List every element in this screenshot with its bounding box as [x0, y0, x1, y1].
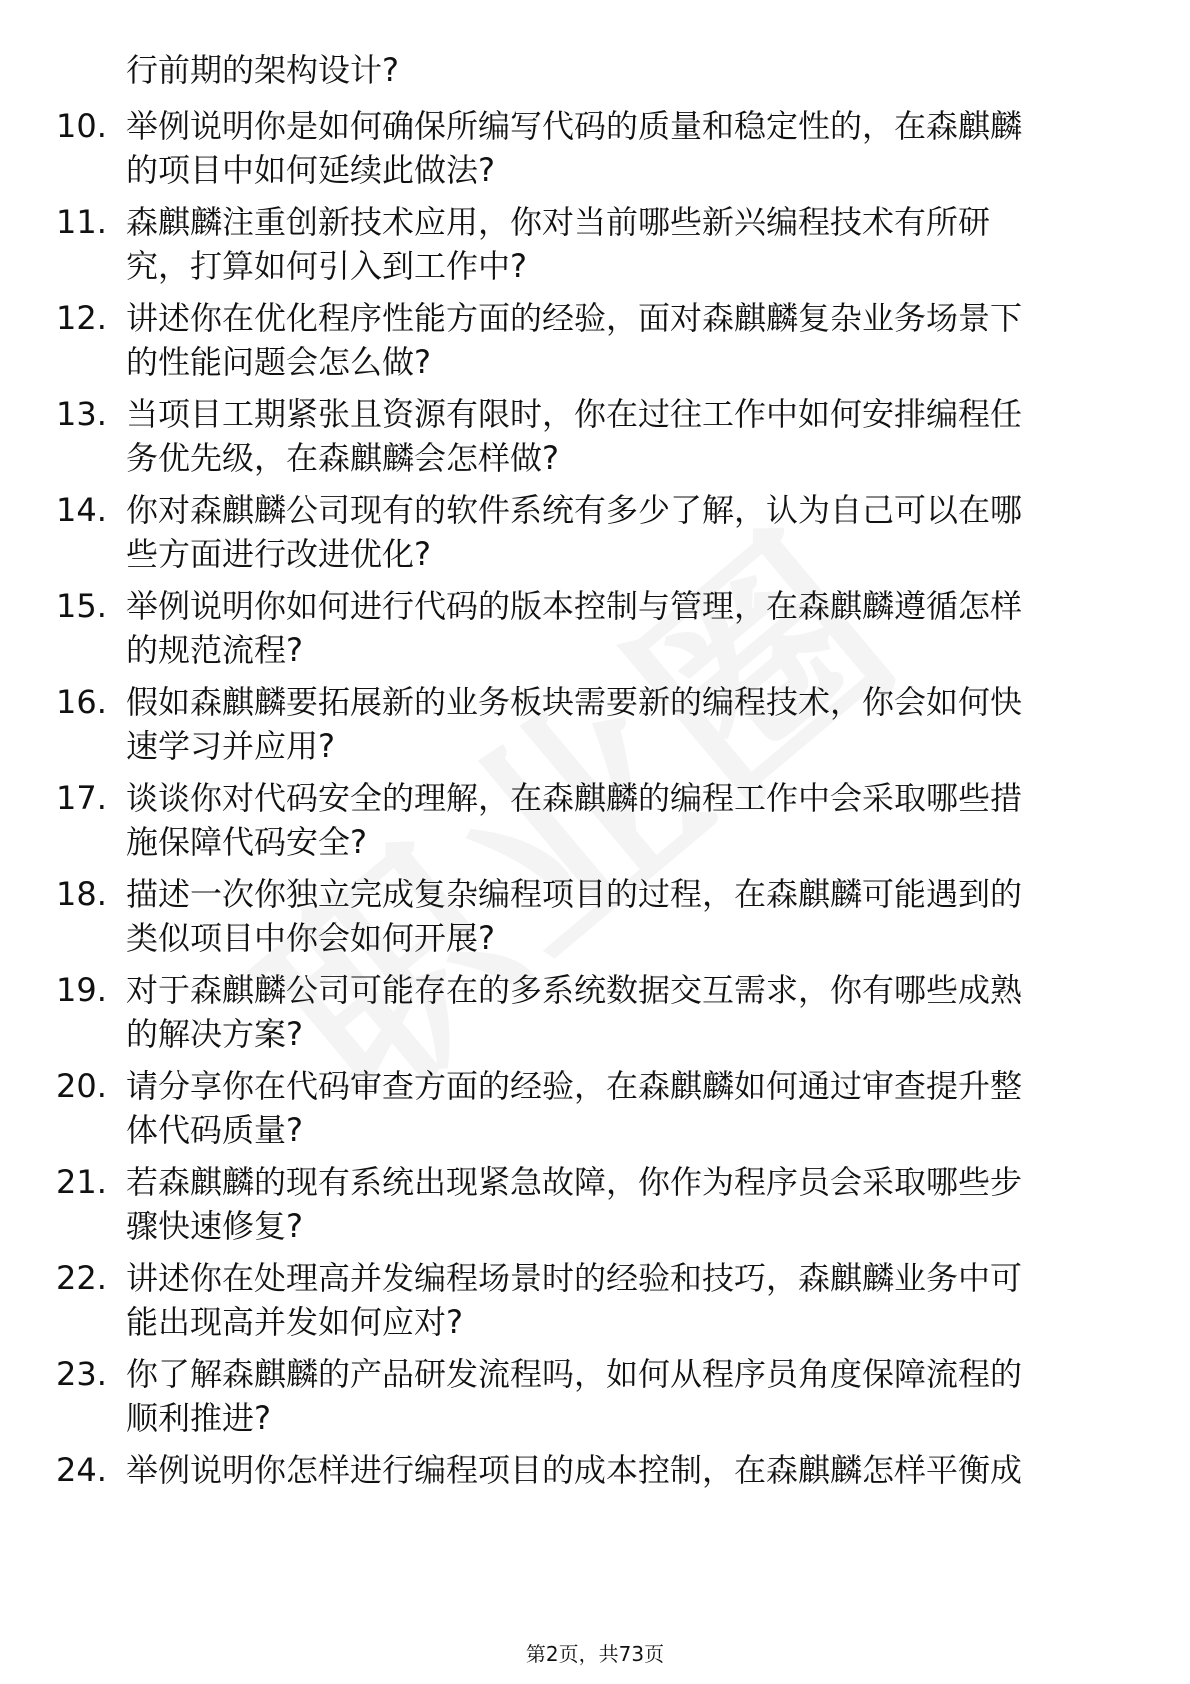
question-line: 务优先级，在森麒麟会怎样做?	[126, 439, 559, 477]
question-number: 16.	[56, 683, 107, 721]
question-number: 20.	[56, 1067, 107, 1105]
page-footer: 第2页，共73页	[525, 1642, 665, 1666]
question-line: 的项目中如何延续此做法?	[126, 151, 495, 189]
question-number: 15.	[56, 587, 107, 625]
question-line: 描述一次你独立完成复杂编程项目的过程，在森麒麟可能遇到的	[126, 875, 1023, 913]
question-number: 17.	[56, 779, 107, 817]
question-text	[126, 1256, 1126, 1344]
question-line: 假如森麒麟要拓展新的业务板块需要新的编程技术，你会如何快	[126, 683, 1023, 721]
question-line: 究，打算如何引入到工作中?	[126, 247, 527, 285]
question-line: 举例说明你怎样进行编程项目的成本控制，在森麒麟怎样平衡成	[126, 1451, 1023, 1489]
question-line: 施保障代码安全?	[126, 823, 367, 861]
question-line: 举例说明你是如何确保所编写代码的质量和稳定性的，在森麒麟	[126, 107, 1023, 145]
question-line: 你对森麒麟公司现有的软件系统有多少了解，认为自己可以在哪	[126, 491, 1023, 529]
question-number: 24.	[56, 1451, 107, 1489]
continuation-line: 行前期的架构设计?	[126, 51, 399, 89]
question-text	[126, 1448, 1126, 1492]
question-number: 22.	[56, 1259, 107, 1297]
question-line: 森麒麟注重创新技术应用，你对当前哪些新兴编程技术有所研	[126, 203, 991, 241]
question-line: 若森麒麟的现有系统出现紧急故障，你作为程序员会采取哪些步	[126, 1163, 1023, 1201]
question-line: 对于森麒麟公司可能存在的多系统数据交互需求，你有哪些成熟	[126, 971, 1023, 1009]
question-line: 请分享你在代码审查方面的经验，在森麒麟如何通过审查提升整	[126, 1067, 1023, 1105]
question-number: 23.	[56, 1355, 107, 1393]
question-number: 11.	[56, 203, 107, 241]
question-number: 13.	[56, 395, 107, 433]
question-number: 18.	[56, 875, 107, 913]
question-line: 些方面进行改进优化?	[126, 535, 431, 573]
question-line: 举例说明你如何进行代码的版本控制与管理，在森麒麟遵循怎样	[126, 587, 1023, 625]
question-line: 讲述你在优化程序性能方面的经验，面对森麒麟复杂业务场景下	[126, 299, 1023, 337]
question-text	[126, 1064, 1126, 1152]
question-line: 的性能问题会怎么做?	[126, 343, 431, 381]
question-line: 你了解森麒麟的产品研发流程吗，如何从程序员角度保障流程的	[126, 1355, 1023, 1393]
question-text	[126, 968, 1126, 1056]
question-text	[126, 392, 1126, 480]
question-number: 10.	[56, 107, 107, 145]
question-line: 骤快速修复?	[126, 1207, 303, 1245]
question-number: 12.	[56, 299, 107, 337]
question-line: 速学习并应用?	[126, 727, 335, 765]
question-text	[126, 488, 1126, 576]
question-line: 类似项目中你会如何开展?	[126, 919, 495, 957]
question-line: 能出现高并发如何应对?	[126, 1303, 463, 1341]
question-text	[126, 872, 1126, 960]
question-text	[126, 1160, 1126, 1248]
question-number: 14.	[56, 491, 107, 529]
question-line: 讲述你在处理高并发编程场景时的经验和技巧，森麒麟业务中可	[126, 1259, 1023, 1297]
question-line: 的解决方案?	[126, 1015, 303, 1053]
question-text	[126, 104, 1126, 192]
question-line: 的规范流程?	[126, 631, 303, 669]
question-text	[126, 1352, 1126, 1440]
question-number: 21.	[56, 1163, 107, 1201]
question-line: 当项目工期紧张且资源有限时，你在过往工作中如何安排编程任	[126, 395, 1023, 433]
question-line: 谈谈你对代码安全的理解，在森麒麟的编程工作中会采取哪些措	[126, 779, 1023, 817]
question-text	[126, 680, 1126, 768]
question-text	[126, 296, 1126, 384]
question-text	[126, 584, 1126, 672]
question-line: 体代码质量?	[126, 1111, 303, 1149]
question-text	[126, 200, 1126, 288]
question-line: 顺利推进?	[126, 1399, 271, 1437]
question-number: 19.	[56, 971, 107, 1009]
question-text	[126, 776, 1126, 864]
